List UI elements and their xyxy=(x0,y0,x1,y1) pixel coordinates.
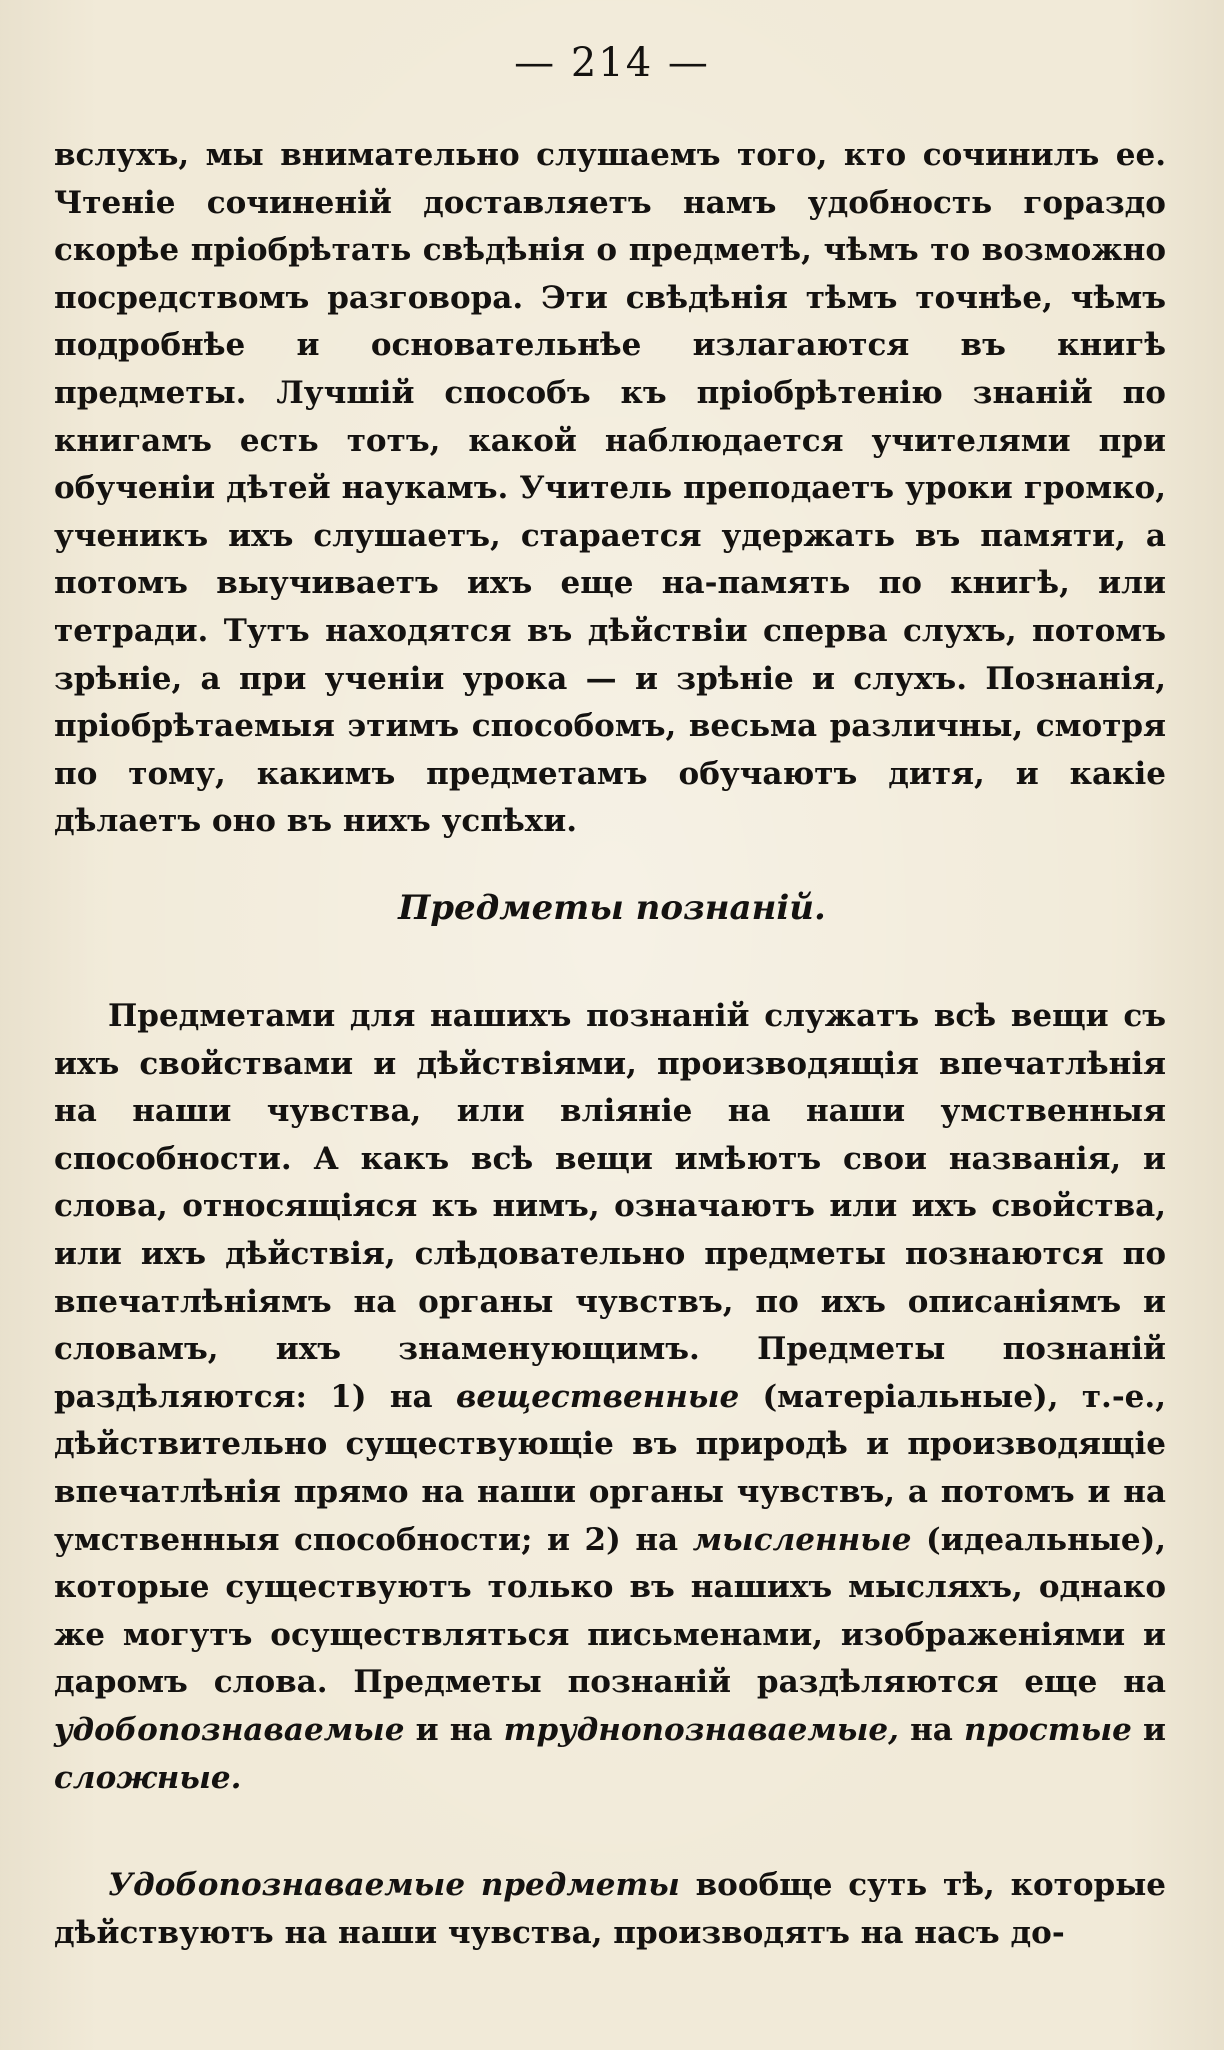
p2-text-6: и xyxy=(1143,1711,1167,1748)
p3-italic-1: Удобопознаваемые предметы xyxy=(108,1867,680,1903)
p2-text-2: (матеріальные), т.-е., дѣйствительно существующіе въ природѣ и производящіе впечатлѣнія прямо на наши органы чувствъ, а потомъ и на умственныя способности; и 2) на xyxy=(54,1378,1166,1558)
section-title: Предметы познаній. xyxy=(398,888,826,928)
p2-text-5: на xyxy=(910,1711,953,1748)
p2-italic-2: мысленные xyxy=(692,1521,912,1558)
paragraph-2 xyxy=(54,993,1166,1802)
p2-italic-4: труднопознаваемые, xyxy=(503,1711,899,1748)
p2-text-4: и на xyxy=(415,1711,493,1748)
p3-text-1: вообще суть тѣ, которые дѣйствуютъ на наши чувства, производятъ на насъ до- xyxy=(54,1867,1166,1951)
page-number: — 214 — xyxy=(514,40,710,86)
p2-italic-6: сложные. xyxy=(54,1759,242,1796)
p2-italic-1: вещественные xyxy=(455,1378,740,1415)
paragraph-1: вслухъ, мы внимательно слушаемъ того, кто сочинилъ ее. Чтеніе сочиненій доставляетъ намъ удобность гораздо скорѣе пріобрѣтать свѣдѣнія о предметѣ, чѣмъ то возможно посредствомъ разговора. Эти свѣдѣнія тѣмъ точнѣе, чѣмъ подробнѣе и основательнѣе излагаются въ книгѣ предметы. Лучшій способъ къ пріобрѣтенію знаній по книгамъ есть тотъ, какой наблюдается учителями при обученіи дѣтей наукамъ. Учитель преподаетъ уроки громко, ученикъ ихъ слушаетъ, старается удержать въ памяти, а потомъ выучиваетъ ихъ еще на-память по книгѣ, или тетради. Тутъ находятся въ дѣйствіи сперва слухъ, потомъ зрѣніе, а при ученіи урока — и зрѣніе и слухъ. Познанія, пріобрѣтаемыя этимъ способомъ, весьма различны, смотря по тому, какимъ предметамъ обучаютъ дитя, и какіе дѣлаетъ оно въ нихъ успѣхи. xyxy=(54,137,1166,840)
p2-text-1: Предметами для нашихъ познаній служатъ всѣ вещи съ ихъ свойствами и дѣйствіями, производящія впечатлѣнія на наши чувства, или вліяніе на наши умственныя способности. А какъ всѣ вещи имѣютъ свои названія, и слова, относящіяся къ нимъ, означаютъ или ихъ свойства, или ихъ дѣйствія, слѣдовательно предметы познаются по впечатлѣніямъ на органы чувствъ, по ихъ описаніямъ и словамъ, ихъ знаменующимъ. Предметы познаній раздѣляются: 1) на xyxy=(54,998,1166,1415)
p2-italic-5: простые xyxy=(964,1711,1132,1748)
p2-text-3: (идеальные), которые существуютъ только въ нашихъ мысляхъ, однако же могутъ осуществляться письменами, изображеніями и даромъ слова. Предметы познаній раздѣляются еще на xyxy=(54,1521,1167,1701)
p2-italic-3: удобопознаваемые xyxy=(54,1711,405,1748)
paragraph-3 xyxy=(54,1862,1166,1957)
